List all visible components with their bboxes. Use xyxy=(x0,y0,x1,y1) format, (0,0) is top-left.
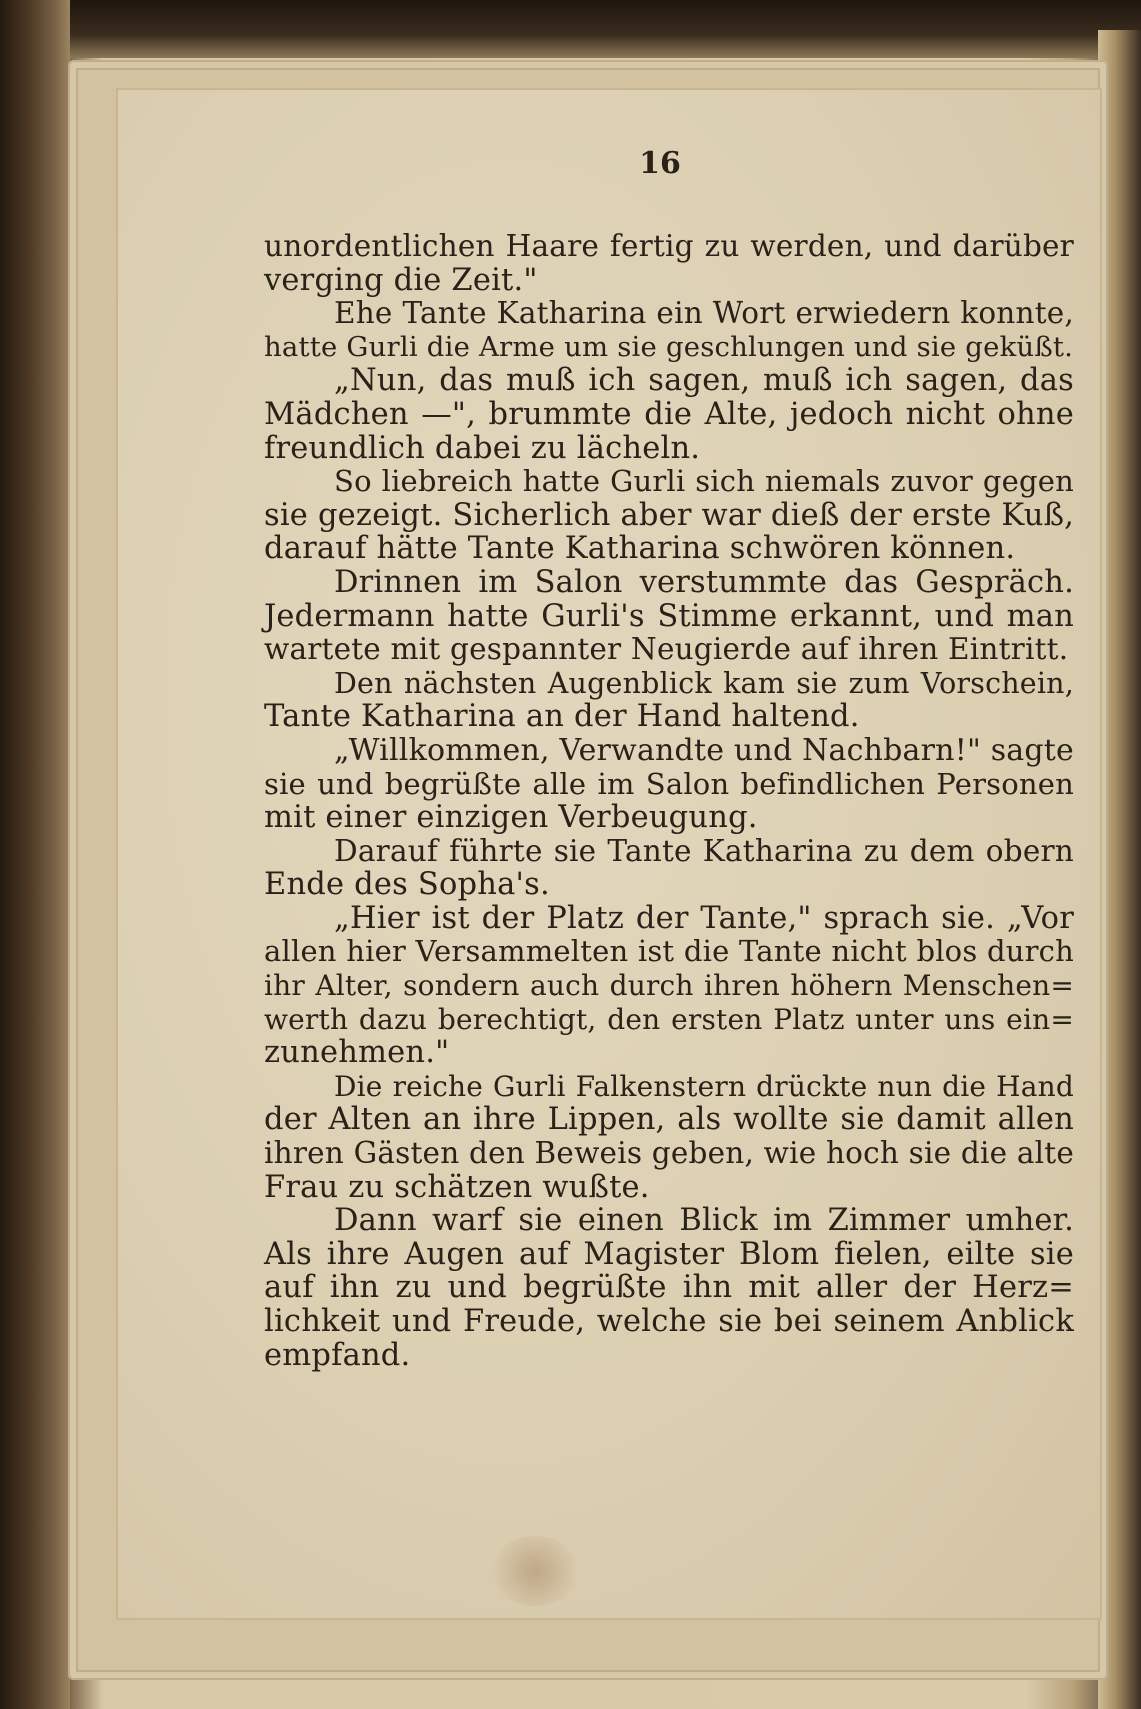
text-line: zunehmen." xyxy=(264,1035,450,1071)
page-number: 16 xyxy=(639,146,681,181)
text-line: freundlich dabei zu lächeln. xyxy=(264,430,701,466)
text-line: auf ihn zu und begrüßte ihn mit aller der Herz= xyxy=(264,1270,1074,1306)
text-line: Tante Katharina an der Hand haltend. xyxy=(264,699,860,735)
text-line: hatte Gurli die Arme um sie geschlungen und sie geküßt. xyxy=(264,330,1074,363)
text-line: Mädchen —", brummte die Alte, jedoch nicht ohne xyxy=(264,396,1074,432)
text-line: darauf hätte Tante Katharina schwören können. xyxy=(264,531,1016,567)
text-line: Jedermann hatte Gurli's Stimme erkannt, und man xyxy=(264,598,1074,634)
book-cover-left-edge xyxy=(0,0,70,1709)
text-line: Dann warf sie einen Blick im Zimmer umher. xyxy=(334,1203,1074,1239)
text-line: Frau zu schätzen wußte. xyxy=(264,1169,650,1205)
text-line: ihren Gästen den Beweis geben, wie hoch sie die alte xyxy=(264,1136,1074,1171)
text-line: unordentlichen Haare fertig zu werden, und darüber xyxy=(264,229,1074,263)
body-text xyxy=(264,230,1074,1372)
text-line: der Alten an ihre Lippen, als wollte sie damit allen xyxy=(264,1102,1074,1138)
text-line: sie gezeigt. Sicherlich aber war dieß der erste Kuß, xyxy=(264,497,1075,533)
text-line: „Willkommen, Verwandte und Nachbarn!" sagte xyxy=(334,732,1074,768)
text-line: Darauf führte sie Tante Katharina zu dem obern xyxy=(334,833,1074,868)
text-line: Die reiche Gurli Falkenstern drückte nun die Hand xyxy=(334,1069,1074,1103)
text-line: Den nächsten Augenblick kam sie zum Vorschein, xyxy=(334,666,1074,700)
text-line: Drinnen im Salon verstummte das Gespräch. xyxy=(334,564,1074,600)
text-line: lichkeit und Freude, welche sie bei seinem Anblick xyxy=(264,1304,1074,1339)
text-line: mit einer einzigen Verbeugung. xyxy=(264,800,758,836)
text-line: Ehe Tante Katharina ein Wort erwiedern konnte, xyxy=(334,296,1074,331)
text-line: Ende des Sopha's. xyxy=(264,867,550,903)
text-line: sie und begrüßte alle im Salon befindlichen Personen xyxy=(264,766,1074,801)
text-line: wartete mit gespannter Neugierde auf ihren Eintritt. xyxy=(264,632,1069,667)
page-stain xyxy=(490,1536,580,1606)
text-line: „Hier ist der Platz der Tante," sprach sie. „Vor xyxy=(334,900,1074,936)
text-line: verging die Zeit." xyxy=(264,262,538,298)
text-line: Als ihre Augen auf Magister Blom fielen, eilte sie xyxy=(264,1236,1074,1272)
text-line: empfand. xyxy=(264,1337,411,1373)
text-line: werth dazu berechtigt, den ersten Platz unter uns ein= xyxy=(264,1002,1074,1036)
text-line: „Nun, das muß ich sagen, muß ich sagen, das xyxy=(334,363,1074,399)
text-line: So liebreich hatte Gurli sich niemals zuvor gegen xyxy=(334,464,1074,499)
book-cover-top-edge xyxy=(0,0,1141,58)
text-line: ihr Alter, sondern auch durch ihren höhern Menschen= xyxy=(264,969,1074,1003)
text-line: allen hier Versammelten ist die Tante nicht blos durch xyxy=(264,934,1074,969)
